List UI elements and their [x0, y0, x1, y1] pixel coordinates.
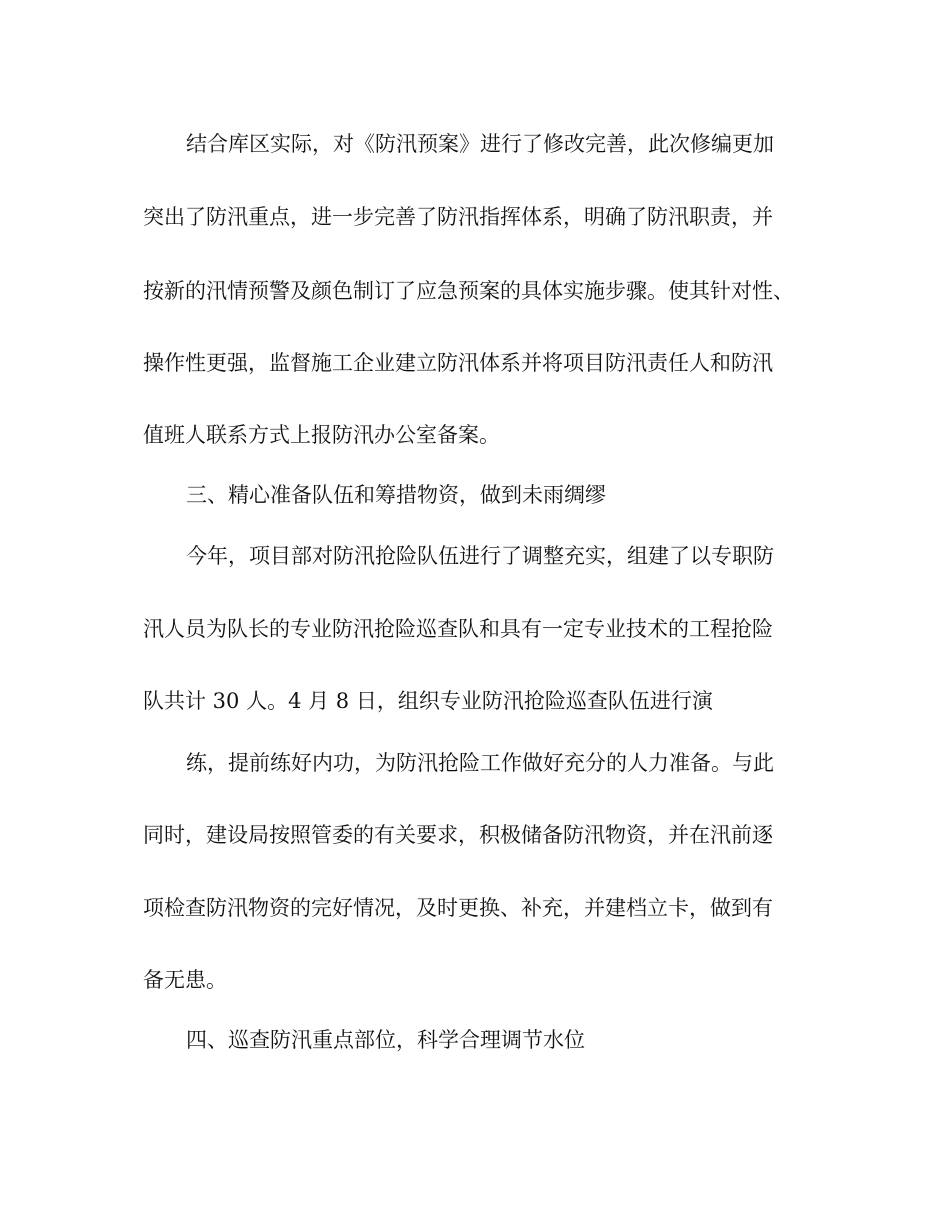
paragraph-line: 汛人员为队长的专业防汛抢险巡查队和具有一定专业技术的工程抢险 — [143, 617, 773, 641]
paragraph-line: 同时，建设局按照管委的有关要求，积极储备防汛物资，并在汛前逐 — [143, 823, 773, 847]
paragraph-line: 备无患。 — [143, 968, 227, 992]
paragraph-line: 按新的汛情预警及颜色制订了应急预案的具体实施步骤。使其针对性、 — [143, 279, 794, 303]
paragraph-line: 值班人联系方式上报防汛办公室备案。 — [143, 423, 500, 447]
section-heading: 四、巡查防汛重点部位，科学合理调节水位 — [186, 1028, 585, 1052]
paragraph-line: 操作性更强，监督施工企业建立防汛体系并将项目防汛责任人和防汛 — [143, 351, 773, 375]
paragraph-line: 队共计 30 人。4 月 8 日，组织专业防汛抢险巡查队伍进行演 — [143, 689, 713, 713]
paragraph-line: 练，提前练好内功，为防汛抢险工作做好充分的人力准备。与此 — [186, 751, 774, 775]
paragraph-line: 项检查防汛物资的完好情况，及时更换、补充，并建档立卡，做到有 — [143, 896, 773, 920]
paragraph-line: 突出了防汛重点，进一步完善了防汛指挥体系，明确了防汛职责，并 — [143, 205, 773, 229]
paragraph-line: 结合库区实际，对《防汛预案》进行了修改完善，此次修编更加 — [186, 132, 774, 156]
section-heading: 三、精心准备队伍和筹措物资，做到未雨绸缪 — [186, 483, 606, 507]
paragraph-line: 今年，项目部对防汛抢险队伍进行了调整充实，组建了以专职防 — [186, 544, 774, 568]
